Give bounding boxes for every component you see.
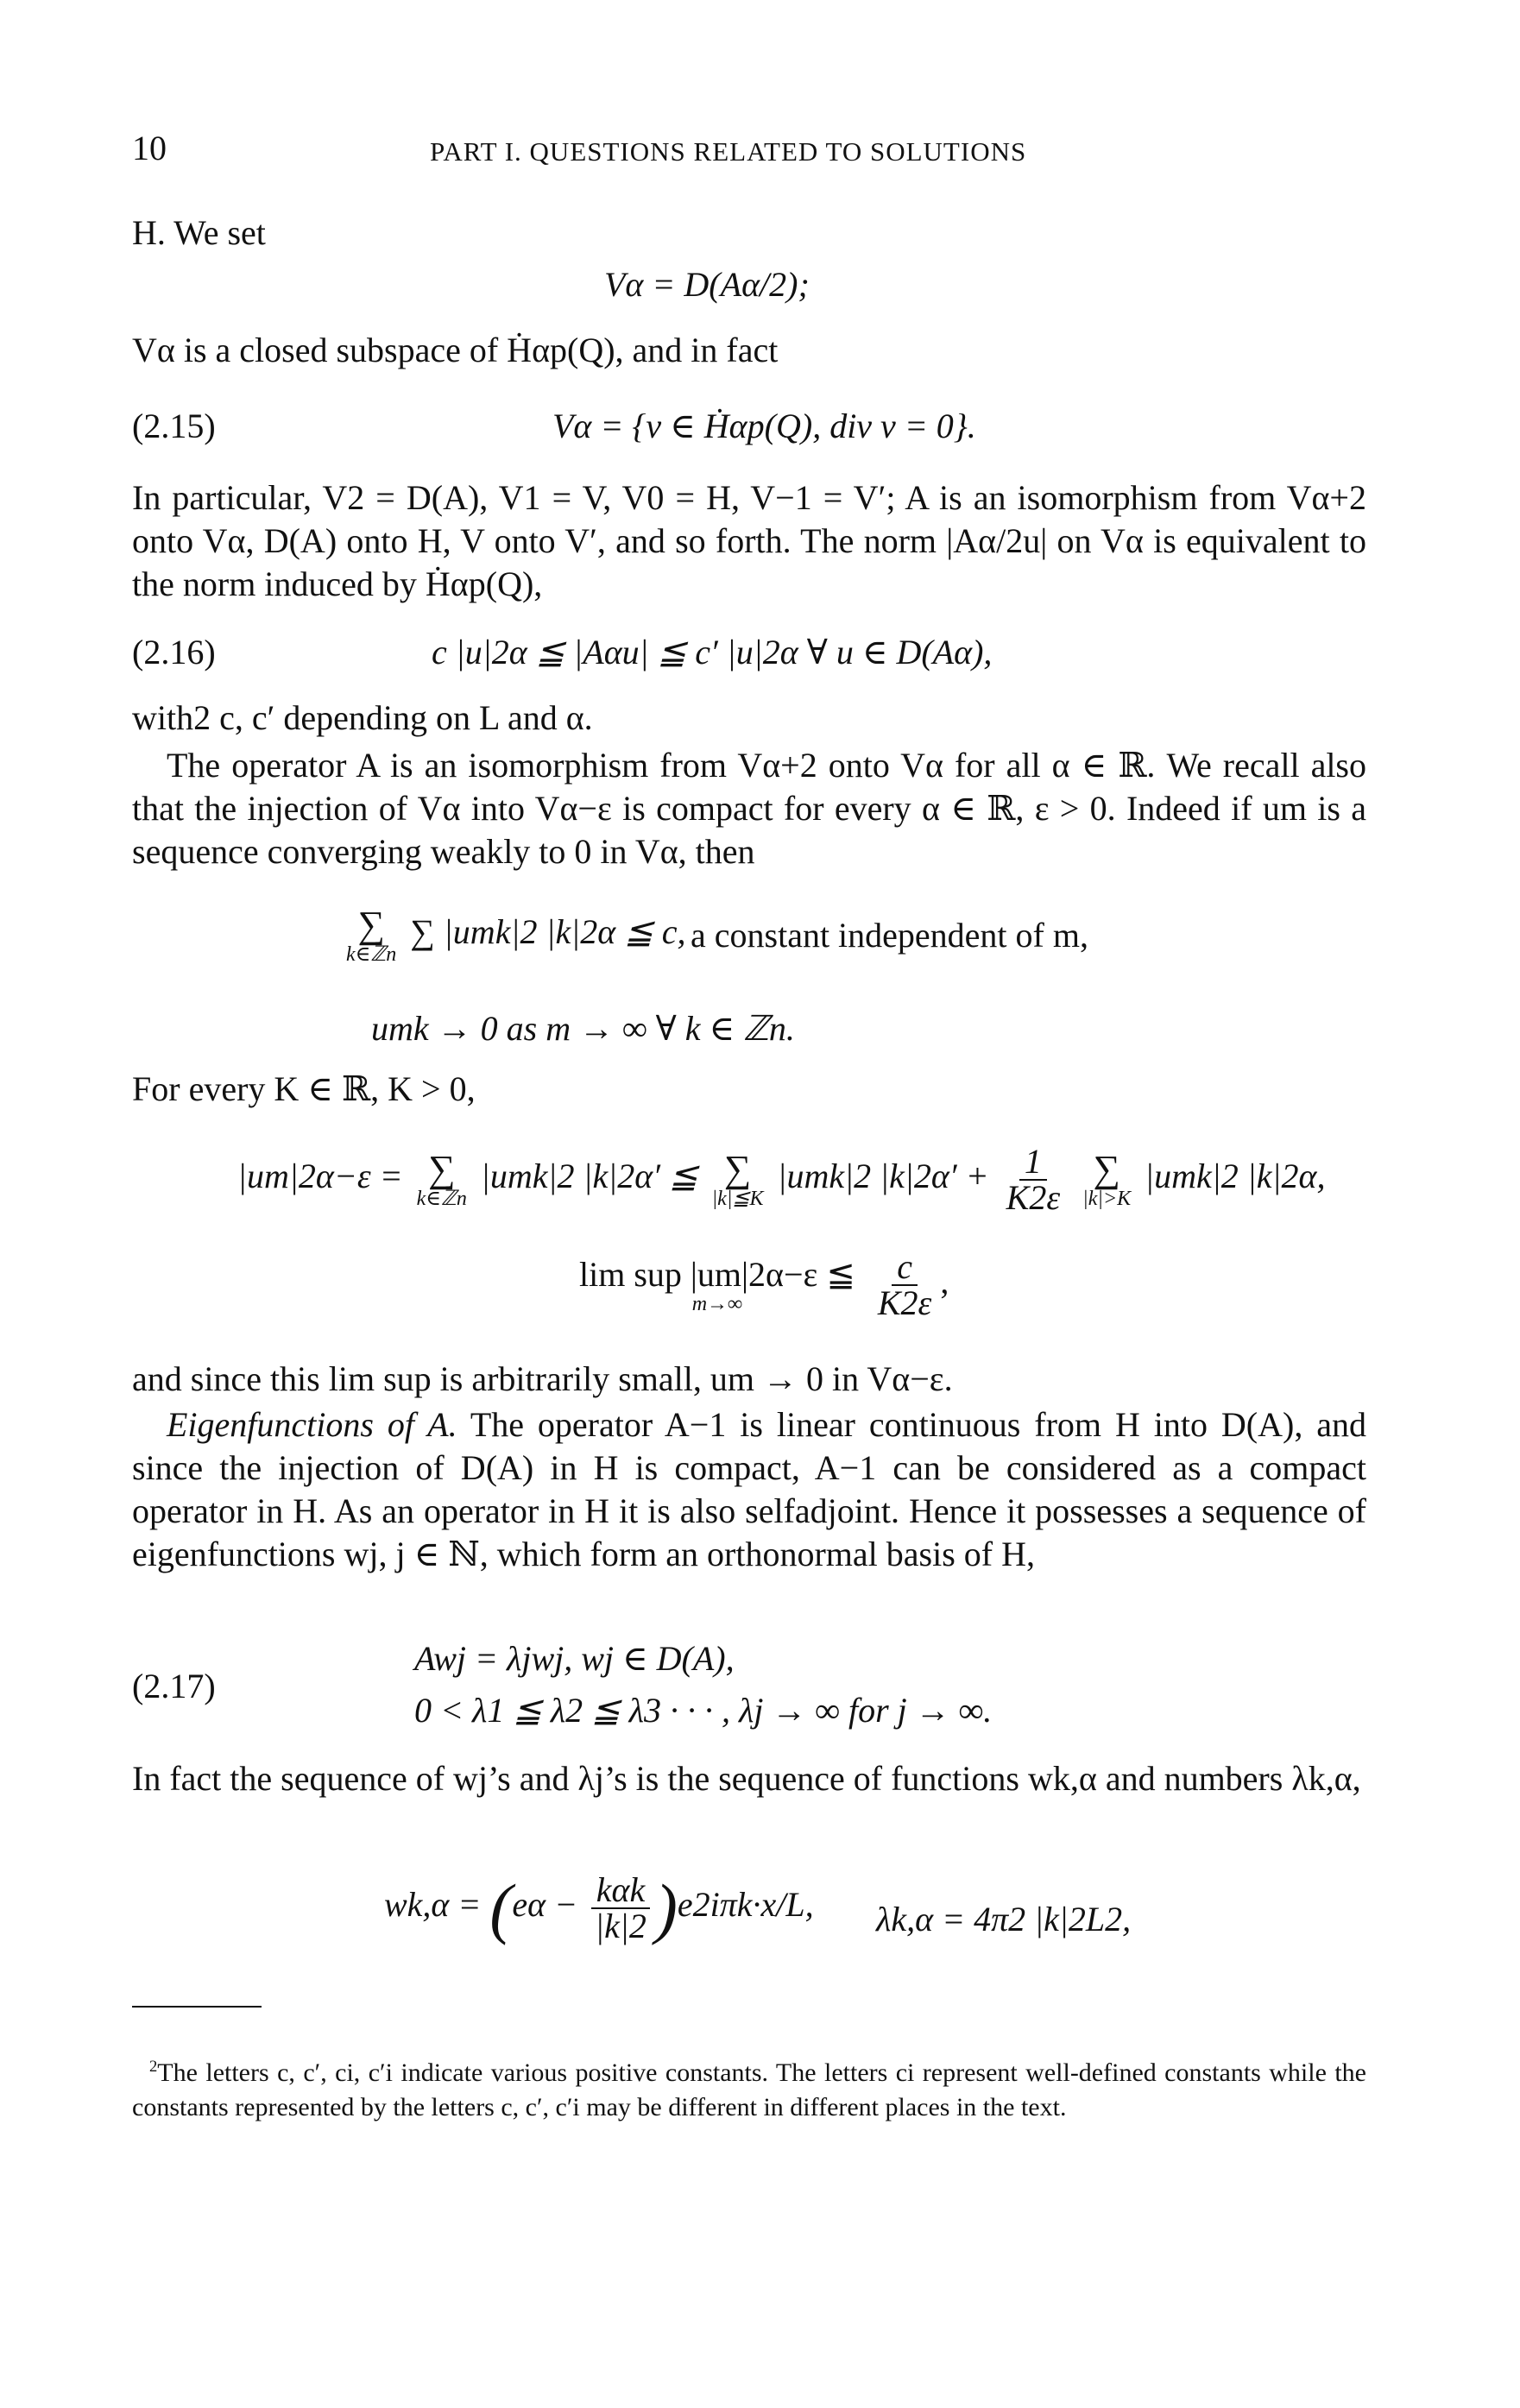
- text-closed-subspace: Vα is a closed subspace of Ḣαp(Q), and in fact: [132, 331, 779, 369]
- equation-2-17-line1: Awj = λjwj, wj ∈ D(A),: [414, 1639, 735, 1678]
- text-with-footnote-ref: with2 c, c′ depending on L and α.: [132, 698, 593, 737]
- equation-sum-bound: ∑ k∈ℤn ∑ |umk|2 |k|2α ≦ c,: [346, 904, 686, 966]
- text-constant-independent: a constant independent of m,: [691, 916, 1088, 955]
- paragraph-in-fact-sequence: In fact the sequence of wj’s and λj’s is the sequence of functions wk,α and numbers λk,α,: [132, 1759, 1361, 1798]
- equation-label-2-16: (2.16): [132, 633, 216, 671]
- paragraph-operator-isomorphism: The operator A is an isomorphism from Vα+2 onto Vα for all α ∈ ℝ. We recall also that the injection of Vα into Vα−ε is compact for every α ∈ ℝ, ε > 0. Indeed if um is a sequence converging weakly to 0 in Vα, then: [132, 746, 1366, 871]
- equation-2-16: c |u|2α ≦ |Aαu| ≦ c′ |u|2α ∀ u ∈ D(Aα),: [432, 633, 993, 671]
- equation-2-17-line2: 0 < λ1 ≦ λ2 ≦ λ3 · · · , λj → ∞ for j → ∞.: [414, 1691, 993, 1730]
- sum-symbol: ∑ k∈ℤn: [346, 904, 397, 966]
- equation-eigenfunction-formula: wk,α = (eα − $\frac{\text{kαk}}{|k|2}$ )e2iπk·x/L,: [384, 1870, 814, 1945]
- text-arbitrarily-small: and since this lim sup is arbitrarily small, um → 0 in Vα−ε.: [132, 1359, 953, 1398]
- equation-2-15: Vα = {v ∈ Ḣαp(Q), div v = 0}.: [552, 407, 976, 445]
- text-we-set: H. We set: [132, 213, 266, 252]
- page-number: 10: [132, 129, 167, 167]
- footnote-rule: [132, 2006, 262, 2008]
- footnote-text: The letters c, c′, ci, c′i indicate various positive constants. The letters ci represent well-defined constants while the constants represented by the letters c, c′, c′i may be different in different places in the text.: [132, 2058, 1366, 2121]
- text-for-every-k: For every K ∈ ℝ, K > 0,: [132, 1069, 476, 1108]
- equation-limsup: lim sup |um|2α−ε ≦ m→∞ $\frac{c}{K2\varepsilon}$ ,: [579, 1247, 949, 1322]
- equation-eigenvalue-formula: λk,α = 4π2 |k|2L2,: [876, 1900, 1132, 1938]
- paragraph-in-particular: In particular, V2 = D(A), V1 = V, V0 = H, V−1 = V′; A is an isomorphism from Vα+2 onto Vα, D(A) onto H, V onto V′, and so forth. The norm |Aα/2u| on Vα is equivalent to the norm induced by Ḣαp(Q),: [132, 478, 1366, 603]
- equation-label-2-17: (2.17): [132, 1667, 216, 1705]
- footnote-mark: 2: [149, 2058, 158, 2076]
- equation-limit-umk: umk → 0 as m → ∞ ∀ k ∈ ℤn.: [371, 1009, 795, 1048]
- paragraph-eigenfunctions: Eigenfunctions of A. The operator A−1 is linear continuous from H into D(A), and since the injection of D(A) in H is compact, A−1 can be considered as a compact operator in H. As an operator in H it is also selfadjoint. Hence it possesses a sequence of eigenfunctions wj, j ∈ ℕ, which form an orthonormal basis of H,: [132, 1405, 1366, 1573]
- equation-v-alpha: Vα = D(Aα/2);: [604, 265, 810, 304]
- footnote: [132, 2056, 1366, 2125]
- running-title: PART I. QUESTIONS RELATED TO SOLUTIONS: [430, 136, 1027, 167]
- equation-label-2-15: (2.15): [132, 407, 216, 445]
- equation-norm-estimate: |um|2α−ε = ∑ k∈ℤn |umk|2 |k|2α′ ≦ ∑ |k|≦K |umk|2 |k|2α′ + $\frac{1}{K2\varepsilon}$ ∑ |k|>K |umk|2 |k|2α,: [237, 1142, 1326, 1217]
